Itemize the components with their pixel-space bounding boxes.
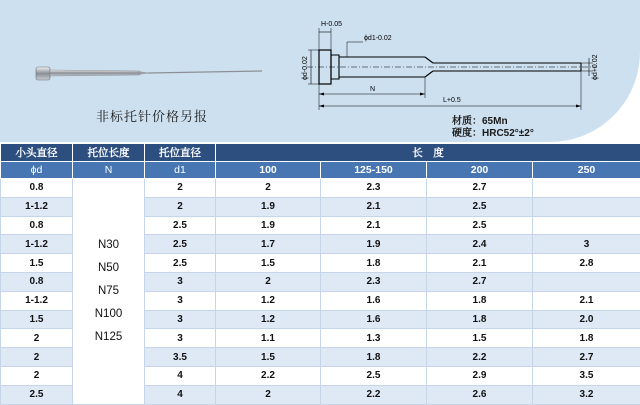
cell-length-100: 1.5	[216, 348, 321, 367]
cell-length-125-150: 1.6	[321, 291, 427, 310]
cell-small-diameter: 1.5	[1, 310, 73, 329]
cell-small-diameter: 2	[1, 348, 73, 367]
table-row	[1, 179, 640, 198]
cell-support-diameter: 2.5	[145, 254, 216, 273]
cell-support-diameter: 2	[145, 197, 216, 216]
cell-length-200: 2.7	[427, 179, 533, 198]
cell-support-diameter: 4	[145, 366, 216, 385]
cell-length-100: 2	[216, 385, 321, 404]
cell-small-diameter: 0.8	[1, 272, 73, 291]
sub-200: 200	[427, 162, 533, 179]
cell-small-diameter: 1.5	[1, 254, 73, 273]
cell-length-250	[533, 272, 640, 291]
d2-label: ϕd-0.02	[302, 56, 309, 80]
cell-small-diameter: 1-1.2	[1, 235, 73, 254]
cell-length-100: 1.9	[216, 197, 321, 216]
cell-length-100: 1.9	[216, 216, 321, 235]
cell-support-diameter: 2.5	[145, 216, 216, 235]
cell-support-diameter: 2	[145, 179, 216, 198]
cell-length-125-150: 2.5	[321, 366, 427, 385]
support-length-value: N30	[73, 234, 144, 257]
sub-250: 250	[533, 162, 640, 179]
dd-label: ϕd+0.02	[592, 54, 599, 80]
cell-length-100: 2	[216, 179, 321, 198]
technical-drawing	[285, 10, 605, 115]
cell-length-125-150: 2.3	[321, 179, 427, 198]
cell-length-250	[533, 197, 640, 216]
cell-support-diameter: 3	[145, 272, 216, 291]
cell-length-250: 2.1	[533, 291, 640, 310]
cell-length-200: 1.5	[427, 329, 533, 348]
cell-length-250: 2.7	[533, 348, 640, 367]
cell-length-200: 2.4	[427, 235, 533, 254]
cell-small-diameter: 2.5	[1, 385, 73, 404]
material-text: 材质：65Mn	[452, 116, 534, 128]
d1-label: ϕd1-0.02	[364, 35, 392, 42]
cell-length-125-150: 1.6	[321, 310, 427, 329]
cell-length-200: 1.8	[427, 310, 533, 329]
cell-length-200: 1.8	[427, 291, 533, 310]
sub-d1: d1	[145, 162, 216, 179]
cell-length-250: 2.0	[533, 310, 640, 329]
cell-length-200: 2.7	[427, 272, 533, 291]
cell-small-diameter: 0.8	[1, 179, 73, 198]
cell-length-200: 2.2	[427, 348, 533, 367]
sub-100: 100	[216, 162, 321, 179]
cell-length-100: 2.2	[216, 366, 321, 385]
cell-support-diameter: 4	[145, 385, 216, 404]
cell-length-250: 3.2	[533, 385, 640, 404]
support-length-value: N100	[73, 303, 144, 326]
cell-support-diameter: 3	[145, 291, 216, 310]
cell-length-250: 1.8	[533, 329, 640, 348]
support-length-values	[73, 179, 145, 405]
cell-length-100: 1.2	[216, 291, 321, 310]
cell-length-200: 2.5	[427, 197, 533, 216]
material-note	[452, 116, 534, 140]
cell-support-diameter: 3	[145, 310, 216, 329]
cell-length-125-150: 2.3	[321, 272, 427, 291]
cell-length-250: 3.5	[533, 366, 640, 385]
cell-length-100: 1.7	[216, 235, 321, 254]
cell-support-diameter: 3	[145, 329, 216, 348]
cell-length-125-150: 1.3	[321, 329, 427, 348]
cell-length-100: 1.2	[216, 310, 321, 329]
col-support-length: 托位长度	[73, 144, 145, 162]
header-row	[1, 144, 640, 162]
cell-length-250	[533, 179, 640, 198]
cell-length-250: 2.8	[533, 254, 640, 273]
n-label: N	[370, 86, 375, 93]
col-support-diameter: 托位直径	[145, 144, 216, 162]
cell-length-125-150: 1.9	[321, 235, 427, 254]
col-length-group: 长 度	[216, 144, 640, 162]
ejector-pin-photo	[0, 0, 280, 100]
cell-support-diameter: 2.5	[145, 235, 216, 254]
subheader-row	[1, 162, 640, 179]
cell-small-diameter: 1-1.2	[1, 291, 73, 310]
cell-length-125-150: 2.1	[321, 197, 427, 216]
support-length-value: N50	[73, 257, 144, 280]
hardness-text: 硬度：HRC52°±2°	[452, 128, 534, 140]
cell-length-125-150: 2.2	[321, 385, 427, 404]
cell-length-200: 2.6	[427, 385, 533, 404]
cell-length-125-150: 1.8	[321, 348, 427, 367]
subtitle: 非标托针价格另报	[96, 106, 208, 125]
cell-length-200: 2.9	[427, 366, 533, 385]
h-label: H-0.05	[321, 21, 342, 28]
cell-small-diameter: 1-1.2	[1, 197, 73, 216]
cell-length-200: 2.1	[427, 254, 533, 273]
cell-length-100: 2	[216, 272, 321, 291]
table-body	[1, 179, 640, 405]
cell-length-250	[533, 216, 640, 235]
sub-n: N	[73, 162, 145, 179]
support-length-value: N75	[73, 280, 144, 303]
cell-length-125-150: 2.1	[321, 216, 427, 235]
cell-small-diameter: 2	[1, 329, 73, 348]
cell-small-diameter: 2	[1, 366, 73, 385]
price-table	[0, 143, 640, 405]
support-length-value: N125	[73, 326, 144, 349]
col-small-diameter: 小头直径	[1, 144, 73, 162]
cell-length-125-150: 1.8	[321, 254, 427, 273]
cell-length-100: 1.5	[216, 254, 321, 273]
cell-length-200: 2.5	[427, 216, 533, 235]
cell-length-250: 3	[533, 235, 640, 254]
cell-support-diameter: 3.5	[145, 348, 216, 367]
sub-125-150: 125-150	[321, 162, 427, 179]
sub-d: ϕd	[1, 162, 73, 179]
cell-length-100: 1.1	[216, 329, 321, 348]
l-label: L+0.5	[443, 97, 461, 104]
cell-small-diameter: 0.8	[1, 216, 73, 235]
